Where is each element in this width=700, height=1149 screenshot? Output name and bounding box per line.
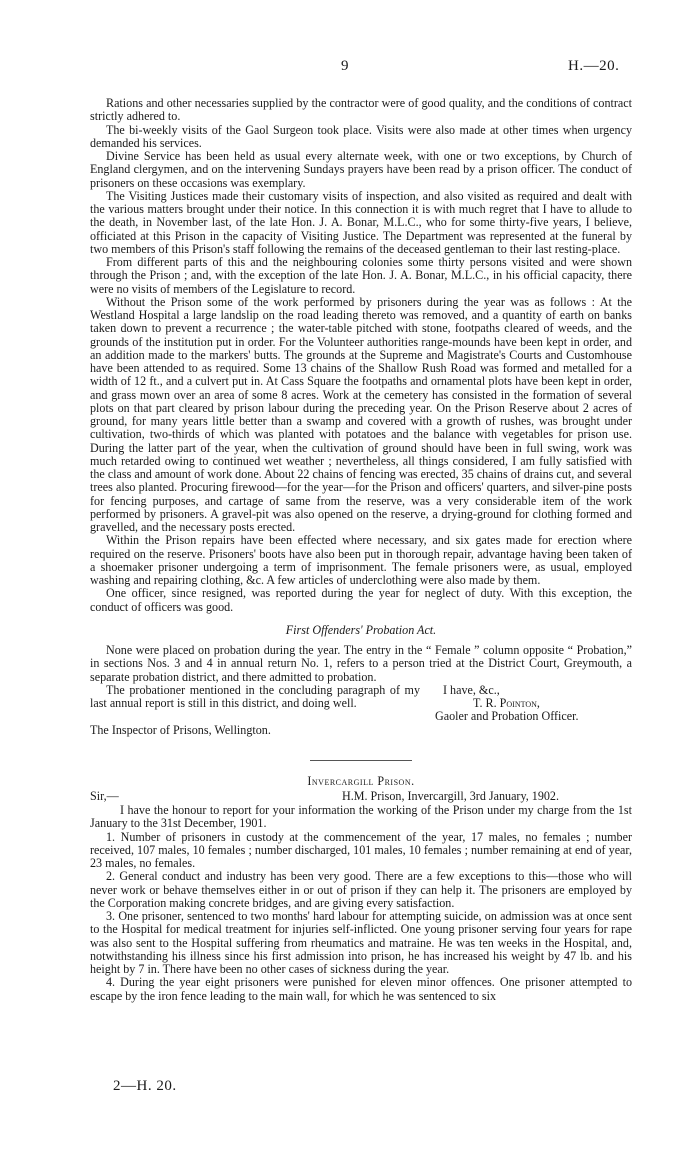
signature-block: [90, 684, 632, 746]
salutation: Sir,—: [90, 789, 119, 803]
paragraph-visiting-justices: The Visiting Justices made their customary visits of inspection, and also visited as required and dealt with the various matters brought under their notice. In this connection it is with much regret that I have to allude to the death, in November last, of the late Hon. J. A. Bonar, M.L.C., who for some thirty-five years, I believe, officiated at this Prison in the capacity of Visiting Justice. The Department was represented at the funeral by two members of this Prison's staff following the remains of the deceased gentleman to their last resting-place.: [90, 188, 632, 256]
paragraph-probation: None were placed on probation during the year. The entry in the “ Female ” column opposite “ Probation,” in sections Nos. 3 and 4 in annual return No. 1, refers to a person tried at the District Court, Greymouth, a separate probation district, and there admitted to probation.: [90, 643, 632, 684]
signature-title: Gaoler and Probation Officer.: [435, 709, 579, 724]
paragraph-visitors: From different parts of this and the neighbouring colonies some thirty persons visited and were shown through the Prison ; and, with the exception of the late Hon. J. A. Bonar, M.L.C., in his official capacity, there were no visits of members of the Legislature to record.: [90, 255, 632, 296]
salutation-row: [90, 790, 632, 804]
page-header: [0, 60, 700, 78]
paragraph-probationer: The probationer mentioned in the concluding paragraph of my last annual report is still in this district, and doing well.: [90, 682, 420, 710]
paragraph-hospital: 3. One prisoner, sentenced to two months' hard labour for attempting suicide, on admission was at once sent to the Hospital for medical treatment for injuries self-inflicted. One young prisoner serving four years for rape was also sent to the Hospital suffering from rheumatics and matraine. He was ten weeks in the Hospital, and, notwithstanding his illness since his first admission into prison, he has increased his weight by 47 lb. and his height by 7 in. There have been no other cases of sickness during the year.: [90, 909, 632, 976]
paragraph-conduct: 2. General conduct and industry has been very good. There are a few exceptions to this—those who will never work or behave themselves either in or out of prison if they can help it. The prisoners are employed by the Corporation making concrete bridges, and are giving every satisfaction.: [90, 869, 632, 910]
paragraph-outside-work: Without the Prison some of the work performed by prisoners during the year was as follows : At the Westland Hospital a large landslip on the road leading thereto was removed, and a quantity of earth on banks taken down to prevent a recurrence ; the water-table pitched with stone, footpaths cleared of weeds, and the grounds of the institution put in order. For the Volunteer authorities range-mounds have been kept in order, and an addition made to the markers' butts. The grounds at the Supreme and Magistrate's Courts and Customhouse have been attended to as required. Some 13 chains of the Shallow Rush Road was formed and metalled for a width of 12 ft., and a culvert put in. At Cass Square the footpaths and ornamental plots have been kept in order, and grass mown over an area of some 8 acres. Work at the cemetery has consisted in the formation of several plots on that part cleared by prison labour during the preceding year. On the Prison Reserve about 2 acres of ground, for many years little better than a swamp and covered with a growth of rushes, was brought under cultivation, two-thirds of which was planted with potatoes and the balance with vegetables for prison use. During the latter part of the year, when the cultivation of ground should have been in full swing, work was much retarded owing to continued wet weather ; nevertheless, all things considered, I am fully satisfied with the class and amount of work done. About 22 chains of fencing was erected, 35 chains of drains cut, and several trees also planted. Procuring firewood—for the year—for the Prison and officers' quarters, and silver-pine posts for fencing purposes, and cartage of same from the reserve, was a very considerable item of the work performed by prisoners. A gravel-pit was also opened on the reserve, a drying-ground for clothing formed and gravelled, and the necessary posts erected.: [90, 294, 632, 534]
document-body: [90, 97, 632, 1003]
document-reference: H.—20.: [568, 58, 620, 74]
section-divider: [310, 760, 412, 761]
addressee: The Inspector of Prisons, Wellington.: [90, 722, 271, 737]
paragraph-punishments: 4. During the year eight prisoners were punished for eleven minor offences. One prisoner attempted to escape by the iron fence leading to the main wall, for which he was sentenced to six: [90, 975, 632, 1003]
section-title-invercargill: Invercargill Prison.: [307, 773, 415, 788]
paragraph-surgeon: The bi-weekly visits of the Gaol Surgeon took place. Visits were also made at other times when urgency demanded his services.: [90, 122, 632, 150]
date-line: H.M. Prison, Invercargill, 3rd January, 1902.: [342, 789, 559, 803]
paragraph-officers: One officer, since resigned, was reported during the year for neglect of duty. With this exception, the conduct of officers was good.: [90, 586, 632, 614]
paragraph-intro: I have the honour to report for your information the working of the Prison under my charge from the 1st January to the 31st December, 1901.: [90, 803, 632, 831]
page-footer: 2—H. 20.: [113, 1078, 177, 1094]
signature: [435, 684, 635, 724]
signature-name: T. R. Pointon,: [473, 696, 540, 710]
probation-heading: First Offenders' Probation Act.: [285, 622, 437, 637]
paragraph-rations: Rations and other necessaries supplied by the contractor were of good quality, and the conditions of contract strictly adhered to.: [90, 96, 632, 124]
page-number: 9: [341, 58, 349, 74]
paragraph-numbers: 1. Number of prisoners in custody at the commencement of the year, 17 males, no females ; number received, 107 males, 10 females ; number discharged, 101 males, 10 females ; number remaining at end of year, 23 males, no females.: [90, 829, 632, 870]
signature-closing: I have, &c.,: [443, 682, 500, 697]
paragraph-inside-work: Within the Prison repairs have been effected where necessary, and six gates made for erection where required on the reserve. Prisoners' boots have also been put in thorough repair, advantage having been taken of a shoemaker prisoner undergoing a term of imprisonment. The female prisoners were, as usual, employed washing and repairing clothing, &c. A few articles of underclothing were also made by them.: [90, 533, 632, 587]
paragraph-divine-service: Divine Service has been held as usual every alternate week, with one or two exceptions, by Church of England clergymen, and on the intervening Sundays prayers have been read by a prison officer. The conduct of prisoners on these occasions was exemplary.: [90, 149, 632, 190]
